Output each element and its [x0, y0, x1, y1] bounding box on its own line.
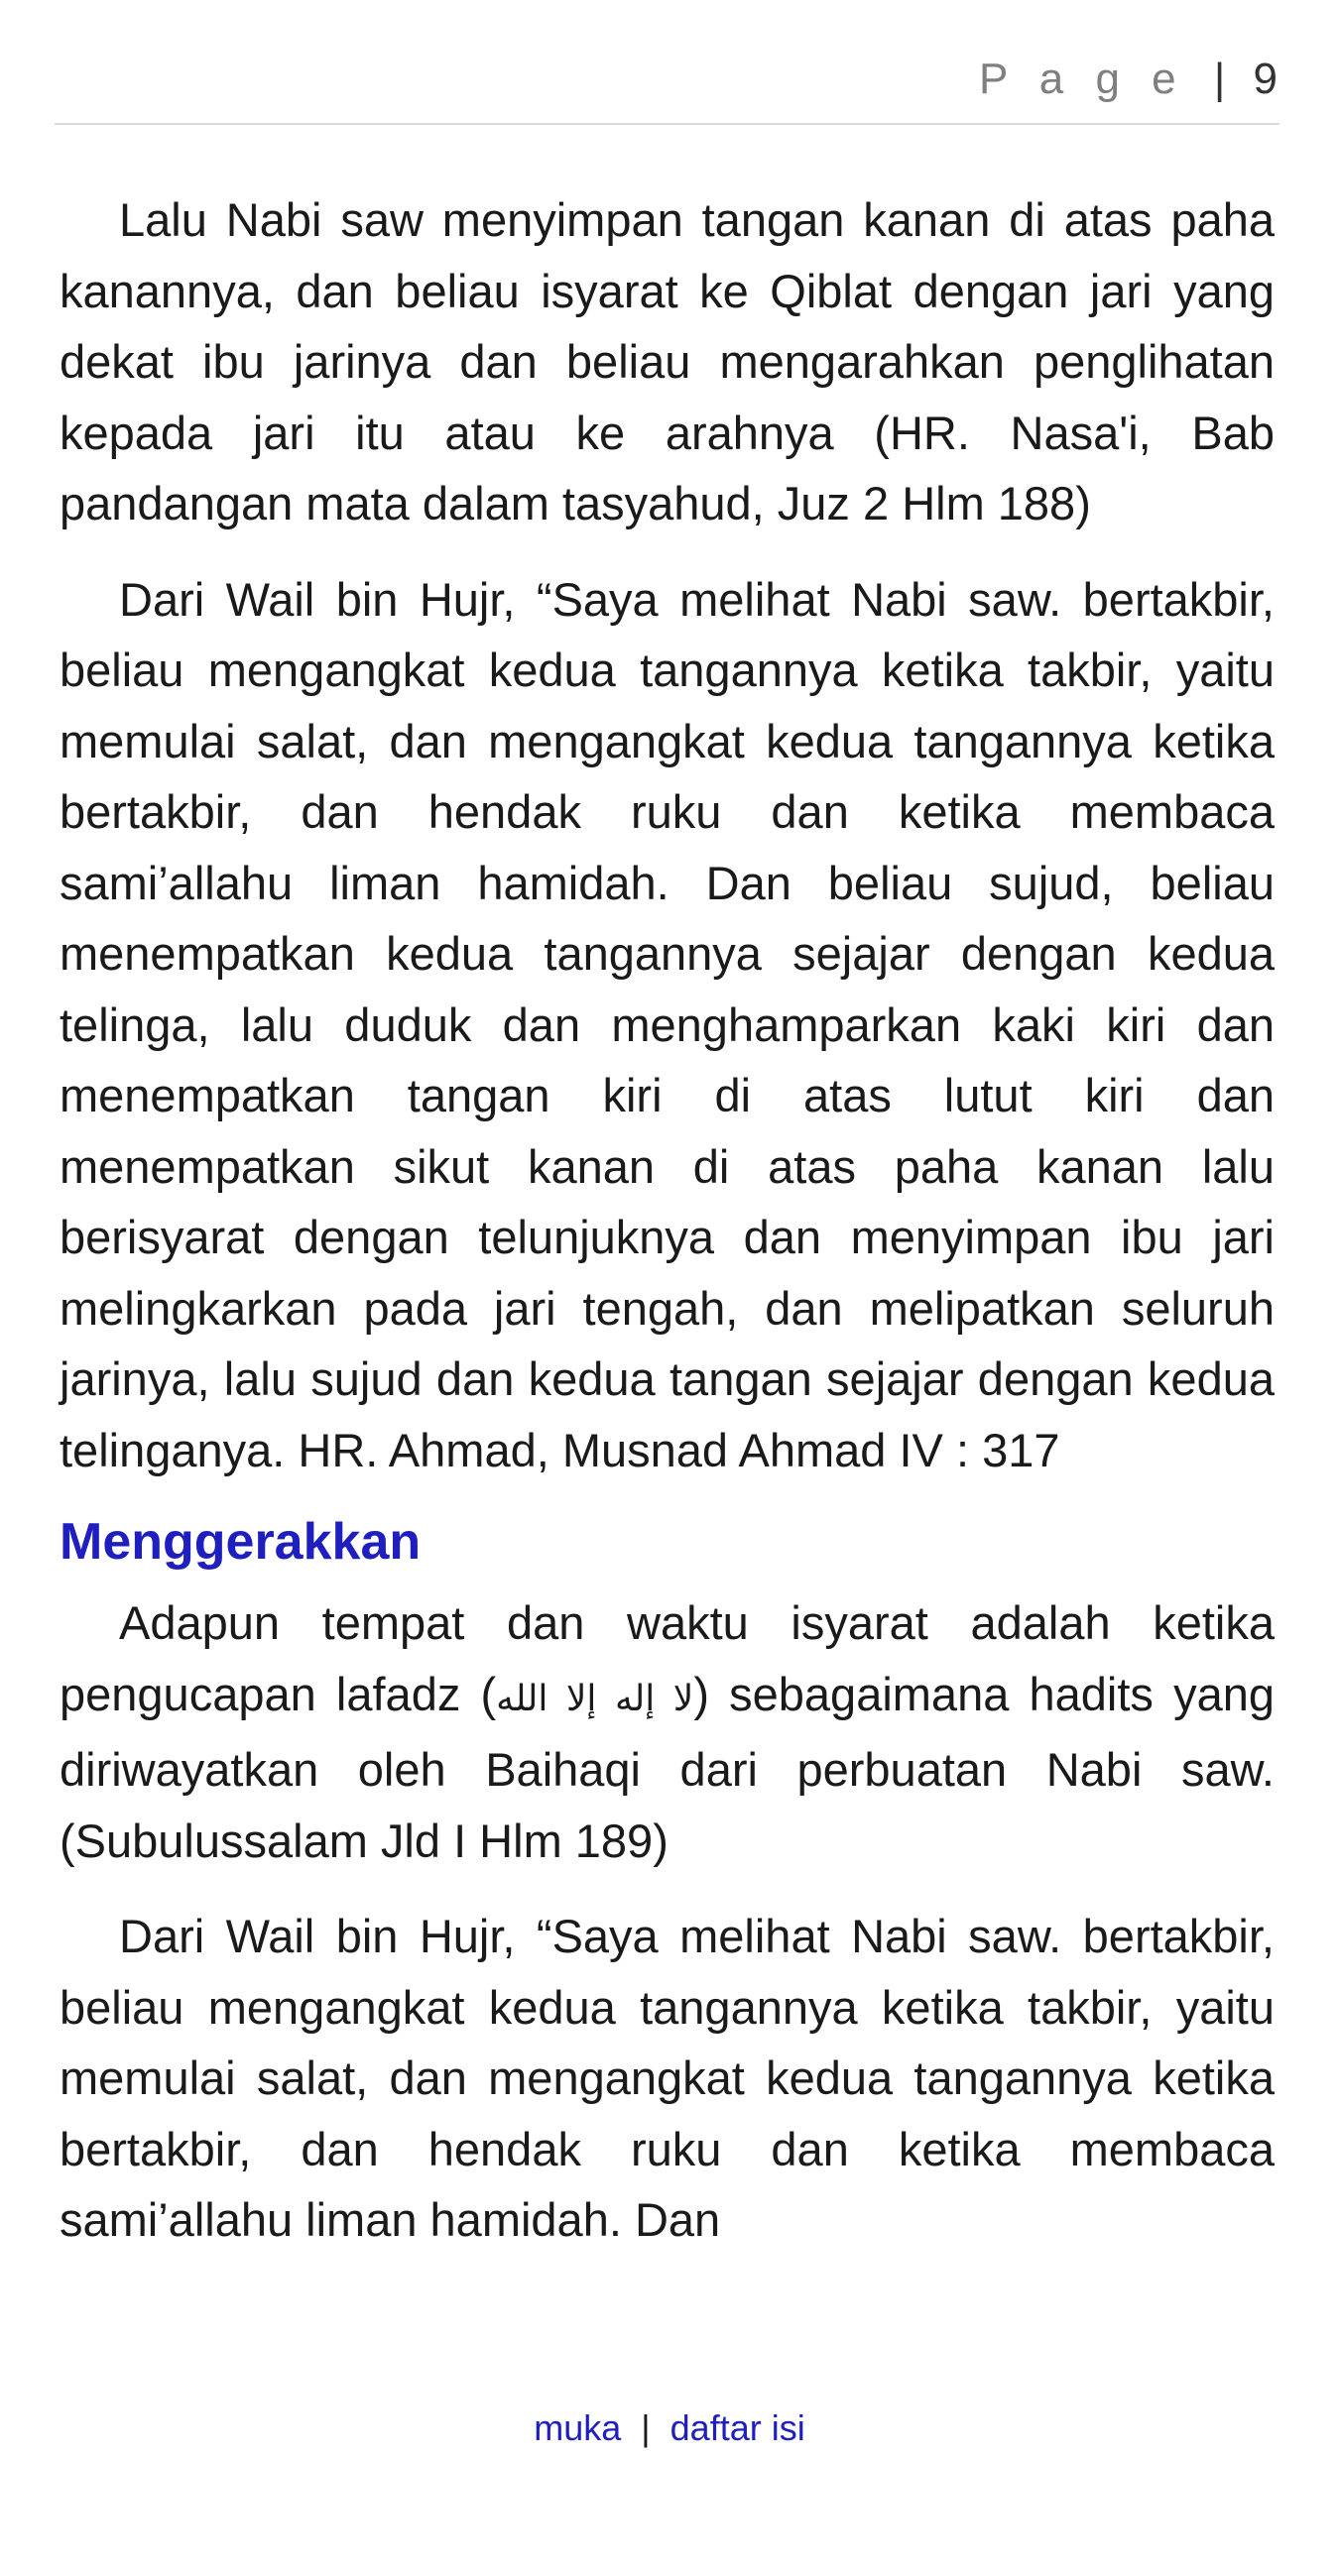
section-heading: Menggerakkan [60, 1513, 422, 1571]
paragraph-2: Dari Wail bin Hujr, “Saya melihat Nabi saw. bertakbir, beliau mengangkat kedua tangannya ketika takbir, yaitu memulai salat, dan mengangkat kedua tangannya ketika bertakbir, dan hendak ruku dan ketika membaca sami’allahu liman hamidah. Dan beliau sujud, beliau menempatkan kedua tangannya sejajar dengan kedua telinga, lalu duduk dan menghamparkan kaki kiri dan menempatkan tangan kiri di atas lutut kiri dan menempatkan sikut kanan di atas paha kanan lalu berisyarat dengan telunjuknya dan menyimpan ibu jari melingkarkan pada jari tengah, dan melipatkan seluruh jarinya, lalu sujud dan kedua tangan sejajar dengan kedua telinganya. HR. Ahmad, Musnad Ahmad IV : 317 [60, 572, 1275, 1476]
page-header [978, 55, 1278, 103]
home-link[interactable]: muka [534, 2407, 622, 2448]
paragraph-3-text-after: ) sebagaimana hadits yang diriwayatkan oleh Baihaqi dari perbuatan Nabi saw. (Subulussalam Jld I Hlm 189) [60, 1667, 1276, 1867]
footer-navigation [0, 2407, 1339, 2449]
paragraph-3-text-before: Adapun tempat dan waktu isyarat adalah ketika pengucapan lafadz ( [60, 1596, 1275, 1720]
page-label: P a g e [978, 55, 1186, 103]
table-of-contents-link[interactable]: daftar isi [670, 2407, 805, 2448]
paragraph-4: Dari Wail bin Hujr, “Saya melihat Nabi saw. bertakbir, beliau mengangkat kedua tangannya ketika takbir, yaitu memulai salat, dan mengangkat kedua tangannya ketika bertakbir, dan hendak ruku dan ketika membaca sami’allahu liman hamidah. Dan [60, 1910, 1275, 2246]
paragraph-1: Lalu Nabi saw menyimpan tangan kanan di atas paha kanannya, dan beliau isyarat ke Qiblat dengan jari yang dekat ibu jarinya dan beliau mengarahkan penglihatan kepada jari itu atau ke arahnya (HR. Nasa'i, Bab pandangan mata dalam tasyahud, Juz 2 Hlm 188) [60, 193, 1275, 529]
paragraph-3 [60, 1587, 1275, 1876]
header-divider [55, 123, 1279, 125]
header-separator: | [1213, 55, 1226, 103]
arabic-phrase: لا إله إلا الله [496, 1678, 694, 1719]
page-number: 9 [1253, 55, 1278, 103]
footer-separator: | [641, 2407, 651, 2448]
document-body [60, 184, 1275, 2281]
